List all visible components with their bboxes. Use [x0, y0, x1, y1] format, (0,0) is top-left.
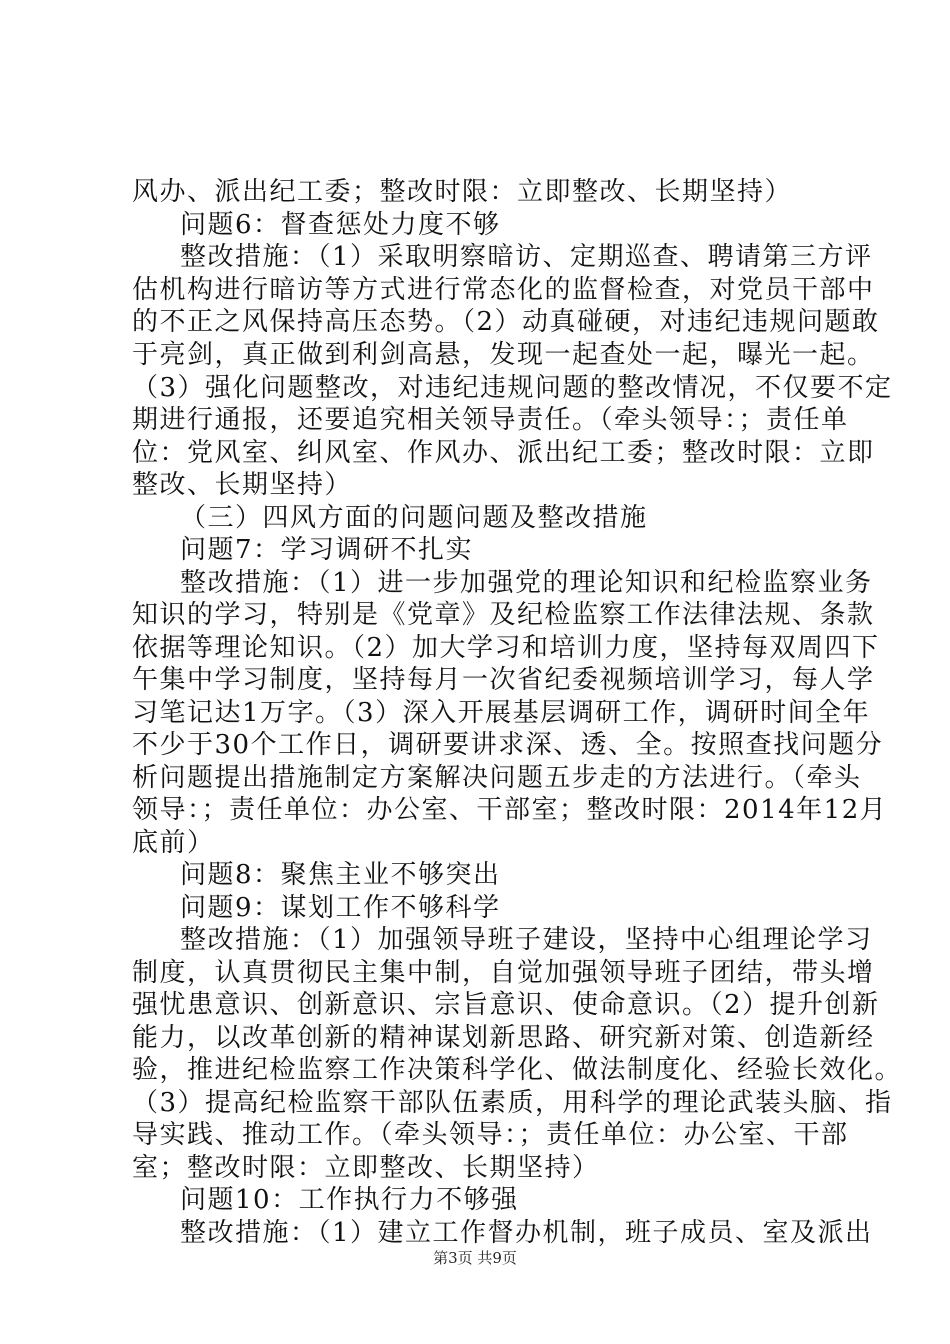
text-line: （3）强化问题整改，对违纪违规问题的整改情况，不仅要不定 — [132, 373, 893, 403]
text-line: 位：党风室、纠风室、作风办、派出纪工委；整改时限：立即 — [132, 438, 875, 468]
text-line: 于亮剑，真正做到利剑高悬，发现一起查处一起，曝光一起。 — [132, 340, 875, 370]
heading-problem-8: 问题8：聚焦主业不够突出 — [180, 860, 501, 890]
heading-problem-9: 问题9：谋划工作不够科学 — [180, 893, 501, 923]
text-line: 风办、派出纪工委；整改时限：立即整改、长期坚持） — [132, 177, 793, 207]
heading-problem-10: 问题10：工作执行力不够强 — [180, 1185, 519, 1215]
text-line: 验，推进纪检监察工作决策科学化、做法制度化、经验长效化。 — [132, 1055, 903, 1085]
heading-problem-7: 问题7：学习调研不扎实 — [180, 535, 474, 565]
text-line: 整改措施：（1）加强领导班子建设，坚持中心组理论学习 — [180, 925, 873, 955]
text-line: 析问题提出措施制定方案解决问题五步走的方法进行。（牵头 — [132, 763, 862, 793]
text-line: 的不正之风保持高压态势。（2）动真碰硬，对违纪违规问题敢 — [132, 307, 880, 337]
text-line: 不少于30个工作日，调研要讲求深、透、全。按照查找问题分 — [132, 730, 884, 760]
section-heading: （三）四风方面的问题问题及整改措施 — [180, 503, 648, 533]
page-number-footer: 第3页 共9页 — [433, 1249, 517, 1267]
text-line: 导实践、推动工作。（牵头领导：；责任单位：办公室、干部 — [132, 1120, 849, 1150]
heading-problem-6: 问题6：督查惩处力度不够 — [180, 210, 501, 240]
text-line: 领导：；责任单位：办公室、干部室；整改时限：2014年12月 — [132, 795, 888, 825]
text-line: 习笔记达1万字。（3）深入开展基层调研工作，调研时间全年 — [132, 698, 871, 728]
text-line: 整改措施：（1）进一步加强党的理论知识和纪检监察业务 — [180, 568, 873, 598]
text-line: 期进行通报，还要追究相关领导责任。（牵头领导：；责任单 — [132, 405, 849, 435]
text-line: 制度，认真贯彻民主集中制，自觉加强领导班子团结，带头增 — [132, 958, 875, 988]
text-line: 强忧患意识、创新意识、宗旨意识、使命意识。（2）提升创新 — [132, 990, 880, 1020]
text-line: 室；整改时限：立即整改、长期坚持） — [132, 1153, 600, 1183]
text-line: 整改措施：（1）采取明察暗访、定期巡查、聘请第三方评 — [180, 242, 873, 272]
text-line: （3）提高纪检监察干部队伍素质，用科学的理论武装头脑、指 — [132, 1088, 893, 1118]
text-line: 整改措施：（1）建立工作督办机制，班子成员、室及派出 — [180, 1218, 873, 1248]
text-line: 依据等理论知识。（2）加大学习和培训力度，坚持每双周四下 — [132, 633, 880, 663]
text-line: 知识的学习，特别是《党章》及纪检监察工作法律法规、条款 — [132, 600, 875, 630]
text-line: 能力，以改革创新的精神谋划新思路、研究新对策、创造新经 — [132, 1023, 875, 1053]
text-line: 底前） — [132, 828, 215, 858]
text-line: 估机构进行暗访等方式进行常态化的监督检查，对党员干部中 — [132, 275, 875, 305]
text-line: 整改、长期坚持） — [132, 470, 353, 500]
text-line: 午集中学习制度，坚持每月一次省纪委视频培训学习，每人学 — [132, 665, 875, 695]
